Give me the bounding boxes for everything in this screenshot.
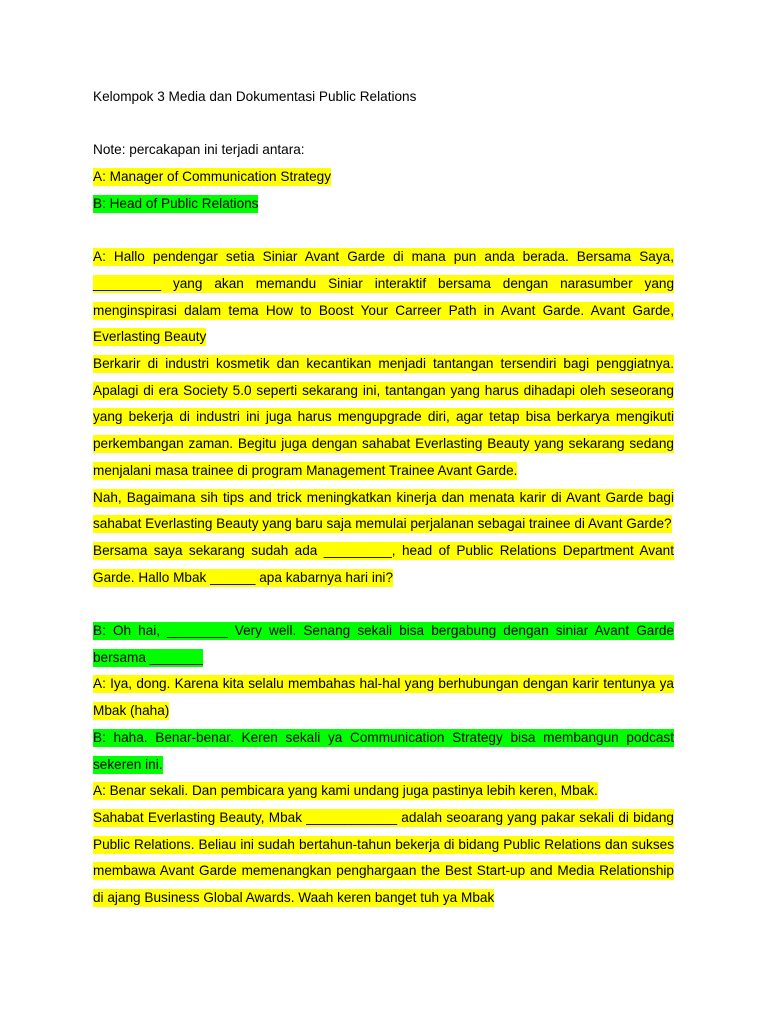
dialogue-a1-p2-text: Berkarir di industri kosmetik dan kecantikan menjadi tantangan tersendiri bagi penggiatnya. Apalagi di era Society 5.0 seperti sekarang ini, tantangan yang harus dihadapi oleh seseorang yang bekerja di industri ini juga harus mengupgrade diri, agar tetap bisa berkarya mengikuti perkembangan zaman. Begitu juga dengan sahabat Everlasting Beauty yang sekarang sedang menjalani masa trainee di program Management Trainee Avant Garde. <box>93 356 674 478</box>
spacer <box>93 591 674 618</box>
dialogue-a3-p1-text: A: Benar sekali. Dan pembicara yang kami undang juga pastinya lebih keren, Mbak. <box>93 783 598 799</box>
dialogue-a3-p1 <box>93 778 674 805</box>
dialogue-b1-text: B: Oh hai, ________ Very well. Senang sekali bisa bergabung dengan siniar Avant Garde bersama _______ <box>93 623 674 665</box>
dialogue-a1-p1 <box>93 244 674 351</box>
dialogue-a1-p3 <box>93 485 674 538</box>
title-text: Kelompok 3 Media dan Dokumentasi Public Relations <box>93 89 417 104</box>
dialogue-b2-text: B: haha. Benar-benar. Keren sekali ya Communication Strategy bisa membangun podcast sekeren ini. <box>93 729 674 772</box>
dialogue-a1-p4 <box>93 538 674 591</box>
spacer <box>93 218 674 245</box>
dialogue-a1-p4-text: Bersama saya sekarang sudah ada _________, head of Public Relations Department Avant Garde. Hallo Mbak ______ apa kabarnya hari ini? <box>93 542 674 585</box>
role-b-line <box>93 191 674 218</box>
note-text: Note: percakapan ini terjadi antara: <box>93 142 305 158</box>
dialogue-a1-p3-text: Nah, Bagaimana sih tips and trick meningkatkan kinerja dan menata karir di Avant Garde bagi sahabat Everlasting Beauty yang baru saja memulai perjalanan sebagai trainee di Avant Garde? <box>93 489 674 532</box>
role-b-text: B: Head of Public Relations <box>93 195 259 211</box>
dialogue-a3-p2 <box>93 805 674 912</box>
note-line <box>93 137 674 164</box>
dialogue-a2-text: A: Iya, dong. Karena kita selalu membahas hal-hal yang berhubungan dengan karir tentunya ya Mbak (haha) <box>93 676 674 719</box>
dialogue-b1 <box>93 618 674 671</box>
dialogue-a3-p2-text: Sahabat Everlasting Beauty, Mbak ____________ adalah seoarang yang pakar sekali di bidang Public Relations. Beliau ini sudah bertahun-tahun bekerja di bidang Public Relations dan sukses membawa Avant Garde memenangkan penghargaan the Best Start-up and Media Relationship di ajang Business Global Awards. Waah keren banget tuh ya Mbak <box>93 809 674 906</box>
role-a-line <box>93 164 674 191</box>
document-page <box>93 84 674 912</box>
dialogue-a1-p1-text: A: Hallo pendengar setia Siniar Avant Garde di mana pun anda berada. Bersama Saya, _________ yang akan memandu Siniar interaktif bersama dengan narasumber yang menginspirasi dalam tema How to Boost Your Carreer Path in Avant Garde. Avant Garde, Everlasting Beauty <box>93 249 674 345</box>
dialogue-a1-p2 <box>93 351 674 485</box>
dialogue-a2 <box>93 671 674 724</box>
dialogue-b2 <box>93 725 674 778</box>
document-title <box>93 84 674 111</box>
role-a-text: A: Manager of Communication Strategy <box>93 169 332 185</box>
spacer <box>93 111 674 138</box>
